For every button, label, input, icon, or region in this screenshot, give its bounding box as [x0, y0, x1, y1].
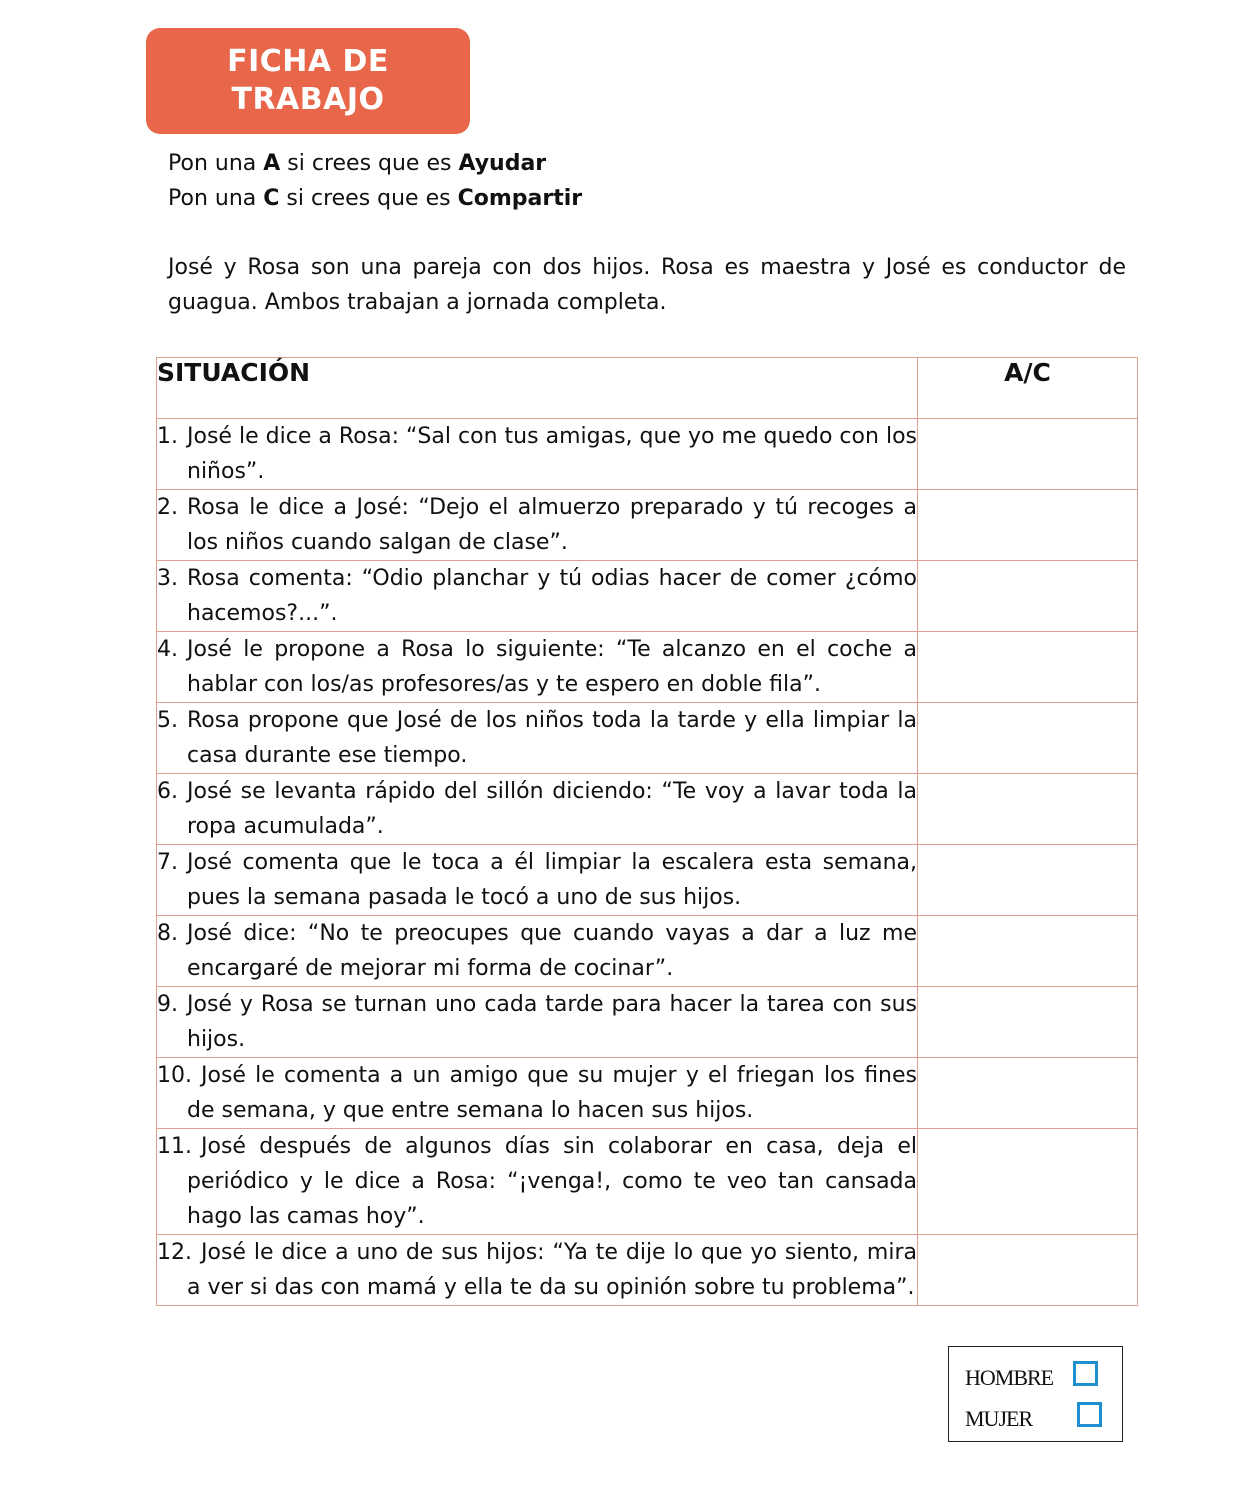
answer-cell[interactable]: [918, 561, 1138, 632]
situation-text: José dice: “No te preocupes que cuando vayas a dar a luz me encargaré de mejorar mi forma de cocinar”.: [187, 921, 917, 981]
situation-cell: [157, 845, 918, 916]
situation-text: José le dice a Rosa: “Sal con tus amigas, que yo me quedo con los niños”.: [187, 424, 917, 484]
answer-cell[interactable]: [918, 490, 1138, 561]
situation-item: [157, 1235, 917, 1305]
situation-number: 5.: [157, 708, 178, 733]
situation-item: [157, 916, 917, 986]
mujer-checkbox[interactable]: [1077, 1402, 1102, 1427]
answer-cell[interactable]: [918, 1058, 1138, 1129]
intro-paragraph: José y Rosa son una pareja con dos hijos. Rosa es maestra y José es conductor de guagua. Ambos trabajan a jornada completa.: [168, 255, 1126, 315]
table-row: [157, 774, 1138, 845]
situation-item: [157, 490, 917, 560]
situation-cell: [157, 916, 918, 987]
situation-item: [157, 987, 917, 1057]
situation-cell: [157, 419, 918, 490]
situation-cell: [157, 561, 918, 632]
gender-selector: [948, 1346, 1123, 1442]
situation-number: 10.: [157, 1063, 192, 1088]
answer-cell[interactable]: [918, 1235, 1138, 1306]
table-row: [157, 703, 1138, 774]
situation-item: [157, 1129, 917, 1234]
situation-text: José se levanta rápido del sillón diciendo: “Te voy a lavar toda la ropa acumulada”.: [187, 779, 917, 839]
situation-cell: [157, 987, 918, 1058]
situation-item: [157, 632, 917, 702]
worksheet-title-banner: [146, 28, 470, 134]
situation-number: 8.: [157, 921, 178, 946]
situation-number: 9.: [157, 992, 178, 1017]
situation-number: 3.: [157, 566, 178, 591]
table-header-row: [157, 358, 1138, 419]
situation-text: José después de algunos días sin colaborar en casa, deja el periódico y le dice a Rosa: “¡venga!, como te veo tan cansada hago las camas hoy”.: [187, 1134, 917, 1229]
table-row: [157, 561, 1138, 632]
situation-cell: [157, 1058, 918, 1129]
situation-number: 6.: [157, 779, 178, 804]
situation-cell: [157, 774, 918, 845]
situation-cell: [157, 1235, 918, 1306]
answer-cell[interactable]: [918, 987, 1138, 1058]
situation-text: José le dice a uno de sus hijos: “Ya te dije lo que yo siento, mira a ver si das con mamá y ella te da su opinión sobre tu problema”.: [187, 1240, 917, 1300]
table-row: [157, 490, 1138, 561]
situations-table: [156, 357, 1138, 1306]
situation-item: [157, 845, 917, 915]
situation-number: 12.: [157, 1240, 192, 1265]
table-row: [157, 632, 1138, 703]
situation-cell: [157, 490, 918, 561]
table-row: [157, 987, 1138, 1058]
situation-cell: [157, 632, 918, 703]
title-line-2: TRABAJO: [231, 82, 385, 117]
situation-text: José le propone a Rosa lo siguiente: “Te alcanzo en el coche a hablar con los/as profesores/as y te espero en doble fila”.: [187, 637, 917, 697]
answer-cell[interactable]: [918, 774, 1138, 845]
situation-text: José y Rosa se turnan uno cada tarde para hacer la tarea con sus hijos.: [187, 992, 917, 1052]
mujer-label: MUJER: [965, 1406, 1033, 1431]
situation-item: [157, 703, 917, 773]
table-row: [157, 1058, 1138, 1129]
answer-cell[interactable]: [918, 419, 1138, 490]
answer-cell[interactable]: [918, 632, 1138, 703]
instructions: [168, 146, 582, 216]
table-row: [157, 419, 1138, 490]
situation-item: [157, 561, 917, 631]
header-situacion: SITUACIÓN: [157, 358, 918, 419]
header-answer: A/C: [918, 358, 1138, 419]
situation-item: [157, 774, 917, 844]
situation-text: Rosa propone que José de los niños toda la tarde y ella limpiar la casa durante ese tiempo.: [187, 708, 917, 768]
situation-item: [157, 1058, 917, 1128]
table-row: [157, 1129, 1138, 1235]
table-row: [157, 916, 1138, 987]
situation-cell: [157, 1129, 918, 1235]
situation-text: José le comenta a un amigo que su mujer y el friegan los fines de semana, y que entre semana lo hacen sus hijos.: [187, 1063, 917, 1123]
answer-cell[interactable]: [918, 1129, 1138, 1235]
situation-number: 7.: [157, 850, 178, 875]
hombre-checkbox[interactable]: [1073, 1361, 1098, 1386]
situation-number: 1.: [157, 424, 178, 449]
answer-cell[interactable]: [918, 703, 1138, 774]
answer-cell[interactable]: [918, 845, 1138, 916]
answer-cell[interactable]: [918, 916, 1138, 987]
situation-number: 11.: [157, 1134, 192, 1159]
instruction-compartir: Pon una C si crees que es Compartir: [168, 186, 583, 211]
situation-text: Rosa le dice a José: “Dejo el almuerzo preparado y tú recoges a los niños cuando salgan de clase”.: [187, 495, 917, 555]
situation-number: 4.: [157, 637, 178, 662]
situation-text: Rosa comenta: “Odio planchar y tú odias hacer de comer ¿cómo hacemos?...”.: [187, 566, 917, 626]
gender-option-hombre[interactable]: [965, 1365, 1053, 1391]
table-row: [157, 845, 1138, 916]
gender-option-mujer[interactable]: [965, 1406, 1032, 1432]
title-line-1: FICHA DE: [227, 44, 389, 79]
hombre-label: HOMBRE: [965, 1365, 1054, 1390]
instruction-ayudar: Pon una A si crees que es Ayudar: [168, 151, 547, 176]
situation-text: José comenta que le toca a él limpiar la escalera esta semana, pues la semana pasada le tocó a uno de sus hijos.: [187, 850, 917, 910]
situation-cell: [157, 703, 918, 774]
table-row: [157, 1235, 1138, 1306]
situation-number: 2.: [157, 495, 178, 520]
situation-item: [157, 419, 917, 489]
